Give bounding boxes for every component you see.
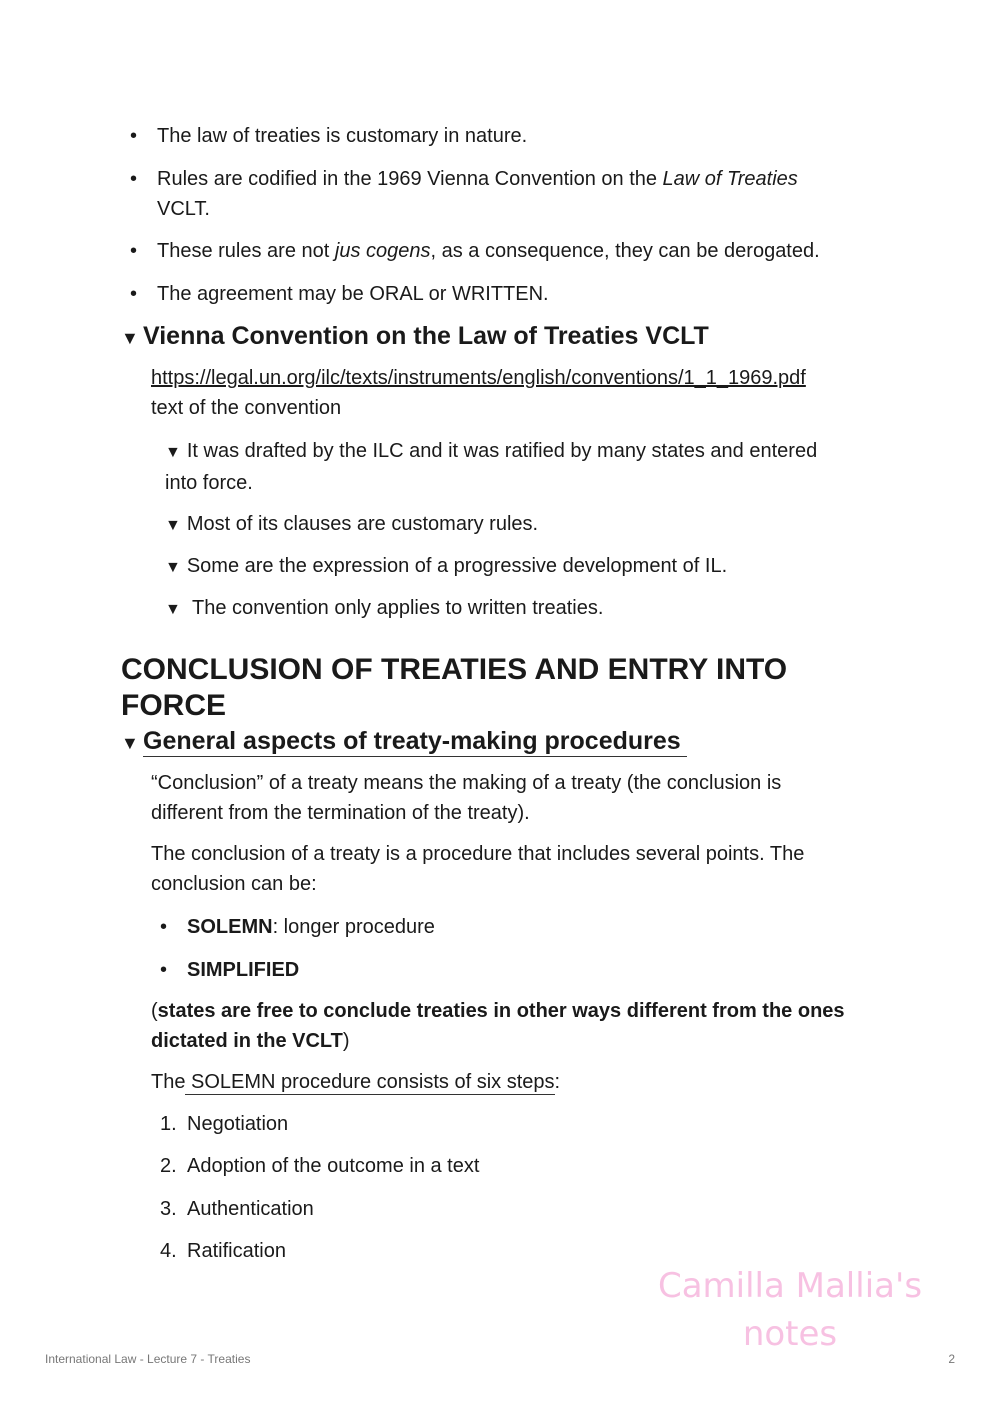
steps-intro: The SOLEMN procedure consists of six steps: bbox=[151, 1071, 561, 1093]
triangle-down-icon[interactable]: ▼ bbox=[165, 444, 181, 461]
triangle-down-icon[interactable]: ▼ bbox=[165, 601, 181, 618]
page-number: 2 bbox=[948, 1352, 955, 1366]
step-item: 3. Authentication bbox=[160, 1198, 314, 1220]
vclt-toggle-heading[interactable]: ▼ Vienna Convention on the Law of Treaties VCLT bbox=[121, 320, 709, 354]
list-item-text: SIMPLIFIED bbox=[187, 959, 300, 981]
step-item: 4. Ratification bbox=[160, 1240, 286, 1262]
bullet-icon: • bbox=[130, 168, 138, 190]
bullet-icon: • bbox=[130, 240, 138, 262]
triangle-down-icon[interactable]: ▼ bbox=[165, 517, 181, 534]
link-caption: text of the convention bbox=[151, 397, 342, 419]
step-item: 1. Negotiation bbox=[160, 1113, 289, 1135]
triangle-down-icon[interactable]: ▼ bbox=[121, 733, 139, 753]
bullet-icon: • bbox=[130, 125, 138, 147]
watermark: Camilla Mallia's notes bbox=[657, 1266, 923, 1354]
convention-link-block bbox=[151, 363, 806, 423]
sub-toggle-item[interactable]: ▼ It was drafted by the ILC and it was ratified by many states and entered into force. bbox=[165, 440, 818, 494]
list-item-text: The law of treaties is customary in nature. bbox=[157, 125, 528, 147]
paragraph: The conclusion of a treaty is a procedure that includes several points. The conclusion can be: bbox=[151, 843, 805, 895]
footer-title: International Law - Lecture 7 - Treaties bbox=[45, 1352, 251, 1366]
sub-toggle-item[interactable]: ▼ Most of its clauses are customary rules. bbox=[165, 513, 539, 535]
paragraph: “Conclusion” of a treaty means the making of a treaty (the conclusion is different from the termination of the treaty). bbox=[151, 772, 782, 824]
general-aspects-toggle-heading[interactable]: ▼ General aspects of treaty-making procedures bbox=[121, 725, 687, 759]
list-item-text: These rules are not jus cogens, as a consequence, they can be derogated. bbox=[157, 240, 820, 262]
sub-toggle-item[interactable]: ▼ Some are the expression of a progressive development of IL. bbox=[165, 555, 728, 577]
list-item-text: The agreement may be ORAL or WRITTEN. bbox=[157, 283, 549, 305]
step-item: 2. Adoption of the outcome in a text bbox=[160, 1155, 480, 1177]
list-item-text: SOLEMN: longer procedure bbox=[187, 916, 435, 938]
bullet-icon: • bbox=[130, 283, 138, 305]
list-item-text: Rules are codified in the 1969 Vienna Convention on the Law of Treaties VCLT. bbox=[157, 168, 798, 220]
bullet-icon: • bbox=[160, 959, 168, 981]
convention-link[interactable]: https://legal.un.org/ilc/texts/instruments/english/conventions/1_1_1969.pdf bbox=[151, 367, 806, 389]
triangle-down-icon[interactable]: ▼ bbox=[121, 328, 139, 348]
triangle-down-icon[interactable]: ▼ bbox=[165, 559, 181, 576]
bullet-icon: • bbox=[160, 916, 168, 938]
section-title: CONCLUSION OF TREATIES AND ENTRY INTO FORCE bbox=[121, 653, 788, 722]
sub-toggle-item[interactable]: ▼ The convention only applies to written treaties. bbox=[165, 597, 604, 619]
note-paragraph: (states are free to conclude treaties in other ways different from the ones dictated in the VCLT) bbox=[151, 1000, 845, 1052]
